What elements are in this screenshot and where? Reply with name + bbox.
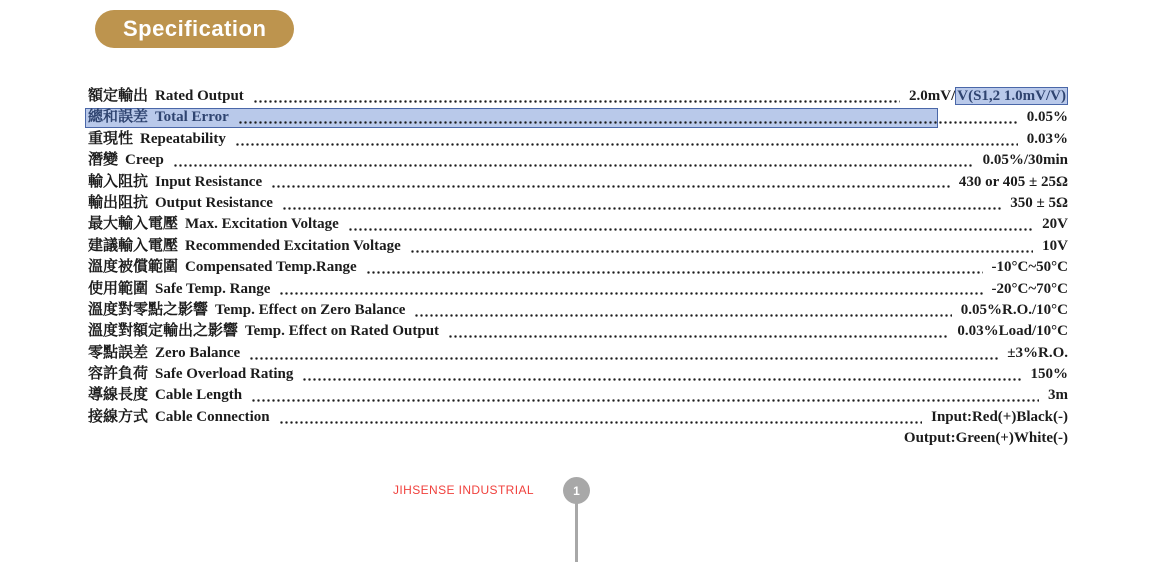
spec-label-zh: 潛變	[88, 152, 119, 169]
spec-label	[88, 321, 439, 342]
spec-value-text: 0.05%/30min	[982, 152, 1068, 169]
spec-label	[88, 129, 226, 150]
spec-label-zh: 導線長度	[88, 387, 149, 404]
dotted-leader	[410, 250, 1033, 253]
spec-label	[88, 279, 270, 300]
spec-value	[992, 279, 1068, 300]
spec-value-text: 0.03%Load/10°C	[957, 323, 1068, 340]
spec-label-zh: 總和誤差	[88, 109, 149, 126]
spec-value-text: 150%	[1030, 366, 1068, 383]
spec-row	[88, 236, 1068, 257]
spec-label-en: Rated Output	[155, 88, 244, 104]
spec-value-highlighted: V(S1,2 1.0mV/V)	[957, 88, 1066, 104]
spec-label-zh: 額定輸出	[88, 88, 149, 104]
spec-value	[983, 150, 1068, 171]
spec-value	[992, 257, 1068, 278]
spec-label-zh: 重現性	[88, 130, 134, 147]
spec-label-en: Temp. Effect on Zero Balance	[215, 301, 406, 318]
spec-label-zh: 建議輸入電壓	[88, 237, 179, 254]
dotted-leader	[414, 314, 951, 317]
spec-value	[1027, 129, 1068, 150]
spec-label-en: Safe Overload Rating	[155, 366, 294, 383]
spec-value-text: 10V	[1042, 237, 1068, 254]
spec-row-continuation	[88, 428, 1068, 449]
spec-label	[88, 107, 229, 128]
spec-label-zh: 零點誤差	[88, 344, 149, 361]
spec-label	[88, 172, 262, 193]
dotted-leader	[271, 185, 950, 188]
spec-row	[88, 107, 1068, 128]
spec-label-en: Repeatability	[140, 130, 226, 147]
spec-value	[1042, 214, 1068, 235]
spec-label-en: Zero Balance	[155, 344, 241, 361]
spec-value	[1042, 236, 1068, 257]
spec-label-zh: 溫度被償範圍	[88, 259, 179, 276]
spec-row	[88, 214, 1068, 235]
spec-value-text: 0.05%R.O./10°C	[960, 301, 1068, 318]
company-name: JIHSENSE INDUSTRIAL	[393, 483, 534, 497]
spec-row	[88, 129, 1068, 150]
page-number: 1	[573, 483, 580, 498]
spec-label-zh: 輸出阻抗	[88, 194, 149, 211]
spec-value-text: -10°C~50°C	[991, 259, 1068, 276]
spec-value	[1007, 343, 1068, 364]
specification-badge: Specification	[95, 10, 294, 48]
spec-value-text: 2.0mV/	[909, 88, 956, 104]
spec-row	[88, 86, 1068, 107]
spec-label-en: Total Error	[155, 109, 229, 126]
spec-row	[88, 300, 1068, 321]
page-marker-line	[575, 503, 578, 562]
spec-value-text: 20V	[1042, 216, 1068, 233]
spec-label-en: Cable Connection	[155, 408, 270, 425]
spec-label-en: Output Resistance	[155, 194, 273, 211]
spec-value	[959, 172, 1068, 193]
spec-label-zh: 輸入阻抗	[88, 173, 149, 190]
spec-label-en: Safe Temp. Range	[155, 280, 271, 297]
spec-row	[88, 257, 1068, 278]
spec-label	[88, 193, 273, 214]
spec-value-text: 0.05%	[1026, 109, 1068, 126]
spec-value-text: 0.03%	[1026, 130, 1068, 147]
dotted-leader	[282, 207, 1001, 210]
spec-value	[909, 86, 1068, 107]
spec-label	[88, 86, 244, 107]
spec-value	[1031, 364, 1069, 385]
footer	[0, 477, 1162, 564]
spec-value-text: ±3%R.O.	[1007, 344, 1068, 361]
dotted-leader	[279, 292, 982, 295]
dotted-leader	[348, 228, 1033, 231]
spec-label-en: Temp. Effect on Rated Output	[245, 323, 440, 340]
spec-value	[961, 300, 1068, 321]
spec-label	[88, 407, 270, 428]
spec-label	[88, 343, 240, 364]
spec-label	[88, 214, 339, 235]
spec-label	[88, 257, 357, 278]
spec-label-en: Creep	[125, 152, 164, 169]
spec-row	[88, 343, 1068, 364]
dotted-leader	[366, 271, 983, 274]
spec-row	[88, 150, 1068, 171]
spec-value-text: 430 or 405 ± 25Ω	[958, 173, 1068, 190]
spec-row	[88, 172, 1068, 193]
spec-label	[88, 300, 405, 321]
spec-label-zh: 溫度對零點之影響	[88, 301, 209, 318]
dotted-leader	[238, 121, 1018, 124]
dotted-leader	[249, 357, 998, 360]
dotted-leader	[302, 378, 1021, 381]
spec-row	[88, 279, 1068, 300]
spec-label-zh: 最大輸入電壓	[88, 216, 179, 233]
spec-value-text: Input:Red(+)Black(-)	[931, 408, 1068, 425]
spec-label-en: Max. Excitation Voltage	[185, 216, 339, 233]
spec-value-text: 350 ± 5Ω	[1010, 194, 1068, 211]
spec-label-zh: 接線方式	[88, 408, 149, 425]
spec-label-en: Cable Length	[155, 387, 243, 404]
spec-value	[1010, 193, 1068, 214]
spec-row	[88, 364, 1068, 385]
spec-label	[88, 236, 401, 257]
spec-value-text: -20°C~70°C	[991, 280, 1068, 297]
spec-value	[931, 407, 1068, 428]
spec-list	[88, 86, 1068, 450]
spec-value	[957, 321, 1068, 342]
spec-row	[88, 193, 1068, 214]
spec-value	[1048, 385, 1068, 406]
dotted-leader	[448, 335, 948, 338]
spec-label	[88, 385, 242, 406]
page-number-marker	[563, 477, 590, 504]
spec-label-zh: 溫度對額定輸出之影響	[88, 323, 239, 340]
dotted-leader	[235, 143, 1018, 146]
spec-row	[88, 407, 1068, 428]
spec-label-zh: 使用範圍	[88, 280, 149, 297]
spec-label-en: Recommended Excitation Voltage	[185, 237, 401, 254]
spec-label-en: Compensated Temp.Range	[185, 259, 357, 276]
spec-value	[1027, 107, 1068, 128]
spec-row	[88, 385, 1068, 406]
spec-label	[88, 150, 164, 171]
spec-label-zh: 容許負荷	[88, 366, 149, 383]
dotted-leader	[173, 164, 974, 167]
spec-label	[88, 364, 293, 385]
spec-value-line2: Output:Green(+)White(-)	[903, 430, 1068, 447]
spec-label-en: Input Resistance	[155, 173, 263, 190]
dotted-leader	[253, 100, 900, 103]
spec-row	[88, 321, 1068, 342]
spec-value-text: 3m	[1048, 387, 1068, 404]
dotted-leader	[251, 399, 1039, 402]
dotted-leader	[279, 421, 923, 424]
